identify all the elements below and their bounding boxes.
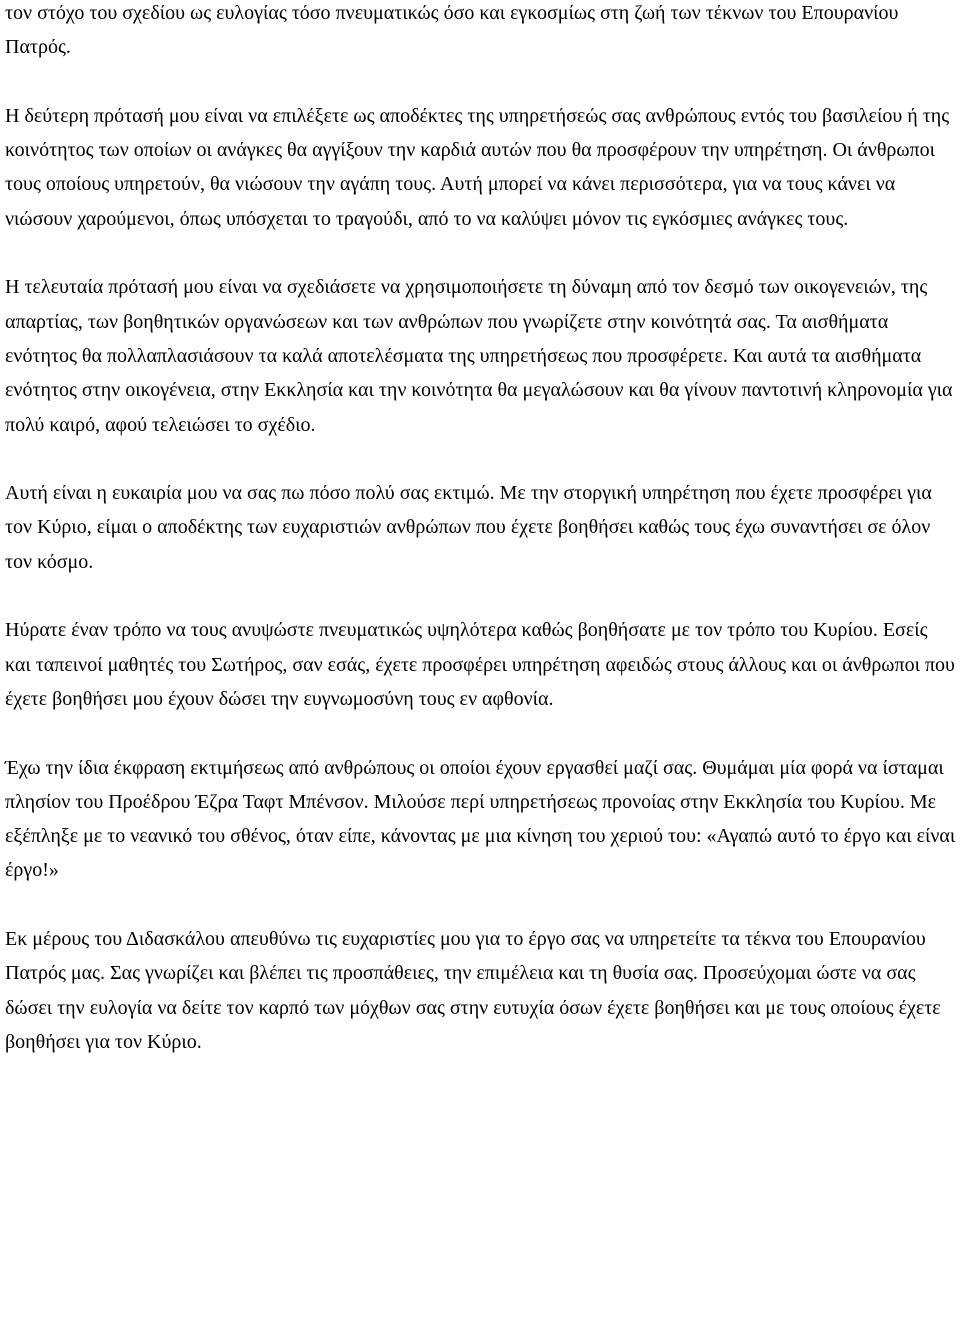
paragraph-1: τον στόχο του σχεδίου ως ευλογίας τόσο πνευματικώς όσο και εγκοσμίως στη ζωή των τέκνων του Επουρανίου Πατρός.: [5, 2, 899, 59]
paragraph-7: Εκ μέρους του Διδασκάλου απευθύνω τις ευχαριστίες μου για το έργο σας να υπηρετείτε τα τέκνα του Επουρανίου Πατρός μας. Σας γνωρίζει και βλέπει τις προσπάθειες, την επιμέλεια και τη θυσία σας. Προσεύχομαι ώστε να σας δώσει την ευλογία να δείτε τον καρπό των μόχθων σας στην ευτυχία όσων έχετε βοηθήσει και με τους οποίους έχετε βοηθήσει για τον Κύριο.: [5, 928, 941, 1053]
document-page: [5, 0, 957, 1059]
paragraph-5: Ηύρατε έναν τρόπο να τους ανυψώστε πνευματικώς υψηλότερα καθώς βοηθήσατε με τον τρόπο του Κυρίου. Εσείς και ταπεινοί μαθητές του Σωτήρος, σαν εσάς, έχετε προσφέρει υπηρέτηση αφειδώς στους άλλους και οι άνθρωποι που έχετε βοηθήσει μου έχουν δώσει την ευγνωμοσύνη τους εν αφθονία.: [5, 619, 955, 710]
paragraph-2: Η δεύτερη πρότασή μου είναι να επιλέξετε ως αποδέκτες της υπηρετήσεώς σας ανθρώπους εντός του βασιλείου ή της κοινότητος των οποίων οι ανάγκες θα αγγίξουν την καρδιά αυτών που θα προσφέρουν την υπηρέτηση. Οι άνθρωποι τους οποίους υπηρετούν, θα νιώσουν την αγάπη τους. Αυτή μπορεί να κάνει περισσότερα, για να τους κάνει να νιώσουν χαρούμενοι, όπως υπόσχεται το τραγούδι, από το να καλύψει μόνον τις εγκόσμιες ανάγκες τους.: [5, 104, 950, 230]
paragraph-3: Η τελευταία πρότασή μου είναι να σχεδιάσετε να χρησιμοποιήσετε τη δύναμη από τον δεσμό των οικογενειών, της απαρτίας, των βοηθητικών οργανώσεων και των ανθρώπων που γνωρίζετε στην κοινότητά σας. Τα αισθήματα ενότητος θα πολλαπλασιάσουν τα καλά αποτελέσματα της υπηρετήσεως που προσφέρετε. Και αυτά τα αισθήματα ενότητος στην οικογένεια, στην Εκκλησία και την κοινότητα θα μεγαλώσουν και θα γίνουν παντοτινή κληρονομία για πολύ καιρό, αφού τελειώσει το σχέδιο.: [5, 276, 953, 436]
paragraph-4: Αυτή είναι η ευκαιρία μου να σας πω πόσο πολύ σας εκτιμώ. Με την στοργική υπηρέτηση που έχετε προσφέρει για τον Κύριο, είμαι ο αποδέκτης των ευχαριστιών ανθρώπων που έχετε βοηθήσει καθώς τους έχω συναντήσει σε όλον τον κόσμο.: [5, 482, 932, 573]
paragraph-6: Έχω την ίδια έκφραση εκτιμήσεως από ανθρώπους οι οποίοι έχουν εργασθεί μαζί σας. Θυμάμαι μία φορά να ίσταμαι πλησίον του Προέδρου Έζρα Ταφτ Μπένσον. Μιλούσε περί υπηρετήσεως προνοίας στην Εκκλησία του Κυρίου. Με εξέπληξε με το νεανικό του σθένος, όταν είπε, κάνοντας με μια κίνηση του χεριού του: «Αγαπώ αυτό το έργο και είναι έργο!»: [5, 756, 956, 882]
